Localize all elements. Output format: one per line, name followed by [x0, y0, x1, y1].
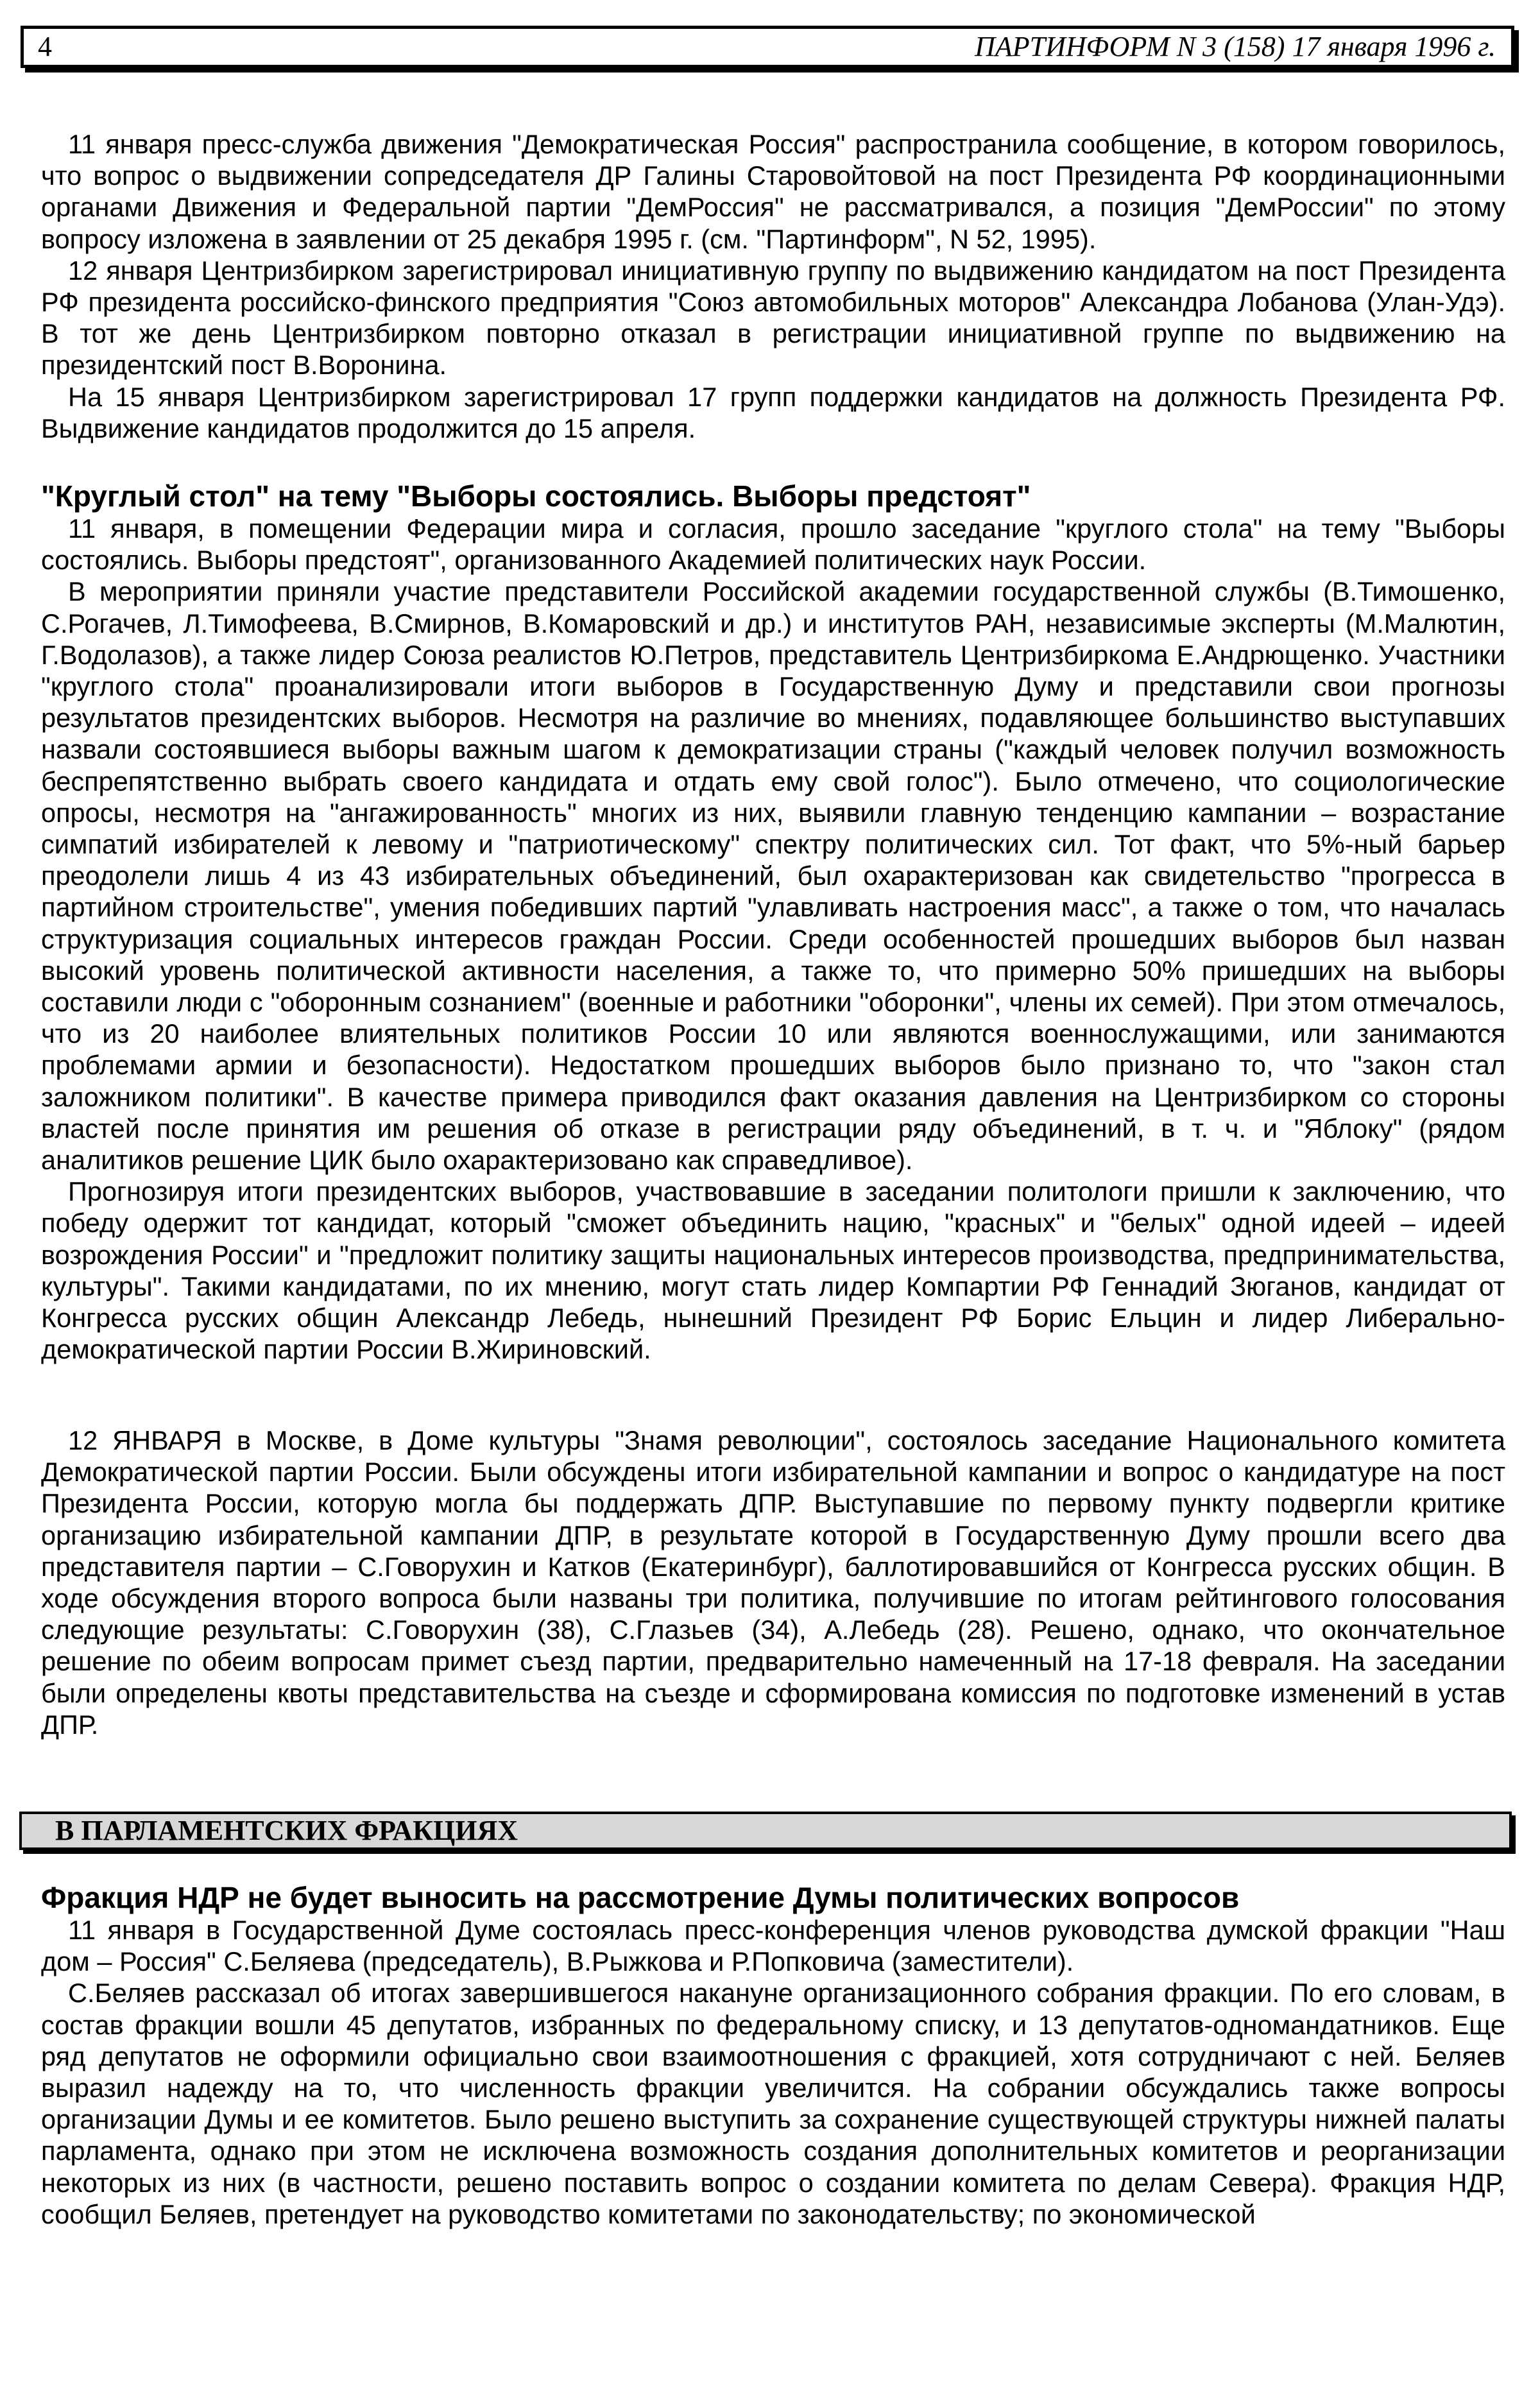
article-paragraph: С.Беляев рассказал об итогах завершившегося накануне организационного собрания фракции. По его словам, в состав фракции вошли 45 депутатов, избранных по федеральному списку, и 13 депутатов-одномандатников. Еще ряд депутатов не оформили официально свои взаимоотношения с фракцией, хотя сотрудничают с ней. Беляев выразил надежду на то, что численность фракции увеличится. На собрании обсуждались также вопросы организации Думы и ее комитетов. Было решено выступить за сохранение существующей структуры нижней палаты парламента, однако при этом не исключена возможность создания дополнительных комитетов и реорганизации некоторых из них (в частности, решено поставить вопрос о создании комитета по делам Севера). Фракция НДР, сообщил Беляев, претендует на руководство комитетами по законодательству; по экономической	[41, 1978, 1505, 2229]
article-paragraph: В мероприятии приняли участие представители Российской академии государственной службы (В.Тимошенко, С.Рогачев, Л.Тимофеева, В.Смирнов, В.Комаровский и др.) и институтов РАН, независимые эксперты (М.Малютин, Г.Водолазов), а также лидер Союза реалистов Ю.Петров, представитель Центризбиркома Е.Андрющенко. Участники "круглого стола" проанализировали итоги выборов в Государственную Думу и представили свои прогнозы результатов президентских выборов. Несмотря на различие во мнениях, подавляющее большинство выступавших назвали состоявшиеся выборы важным шагом к демократизации страны ("каждый человек получил возможность беспрепятственно выбрать своего кандидата и отдать ему свой голос"). Было отмечено, что социологические опросы, несмотря на "ангажированность" многих из них, выявили главную тенденцию кампании – возрастание симпатий избирателей к левому и "патриотическому" спектру политических сил. Тот факт, что 5%-ный барьер преодолели лишь 4 из 43 избирательных объединений, был охарактеризован как свидетельство "прогресса в партийном строительстве", умения победивших партий "улавливать настроения масс", а также о том, что началась структуризация социальных интересов граждан России. Среди особенностей прошедших выборов был назван высокий уровень политической активности населения, а также то, что примерно 50% пришедших на выборы составили люди с "оборонным сознанием" (военные и работники "оборонки", члены их семей). При этом отмечалось, что из 20 наиболее влиятельных политиков России 10 или являются военнослужащими, или занимаются проблемами армии и безопасности). Недостатком прошедших выборов было признано то, что "закон стал заложником политики". В качестве примера приводился факт оказания давления на Центризбирком со стороны властей после принятия им решения об отказе в регистрации ряду объединений, в т. ч. и "Яблоку" (рядом аналитиков решение ЦИК было охарактеризовано как справедливое).	[41, 576, 1505, 1176]
article-heading: Фракция НДР не будет выносить на рассмотрение Думы политических вопросов	[41, 1881, 1240, 1914]
dpr-news-block	[41, 1425, 1505, 1740]
ndr-article	[41, 1881, 1505, 2230]
news-paragraph: 12 ЯНВАРЯ в Москве, в Доме культуры "Знамя революции", состоялось заседание Национального комитета Демократической партии России. Были обсуждены итоги избирательной кампании и вопрос о кандидатуре на пост Президента России, которую могла бы поддержать ДПР. Выступавшие по первому пункту подвергли критике организацию избирательной кампании ДПР, в результате которой в Государственную Думу прошли всего два представителя партии – С.Говорухин и Катков (Екатеринбург), баллотировавшийся от Конгресса русских общин. В ходе обсуждения второго вопроса были названы три политика, получившие по итогам рейтингового голосования следующие результаты: С.Говорухин (38), С.Глазьев (34), А.Лебедь (28). Решено, однако, что окончательное решение по обеим вопросам примет съезд партии, предварительно намеченный на 17-18 февраля. На заседании были определены квоты представительства на съезде и сформирована комиссия по подготовке изменений в устав ДПР.	[41, 1425, 1505, 1740]
page-header	[21, 26, 1514, 68]
article-paragraph: Прогнозируя итоги президентских выборов, участвовавшие в заседании политологи пришли к заключению, что победу одержит тот кандидат, который "сможет объединить нацию, "красных" и "белых" одной идеей – идеей возрождения России" и "предложит политику защиты национальных интересов производства, предпринимательства, культуры". Такими кандидатами, по их мнению, могут стать лидер Компартии РФ Геннадий Зюганов, кандидат от Конгресса русских общин Александр Лебедь, нынешний Президент РФ Борис Ельцин и лидер Либерально-демократической партии России В.Жириновский.	[41, 1176, 1505, 1365]
intro-news-block	[41, 128, 1505, 444]
publication-title: ПАРТИНФОРМ N 3 (158) 17 января 1996 г.	[975, 31, 1496, 62]
section-header	[19, 1812, 1512, 1850]
article-heading: "Круглый стол" на тему "Выборы состоялись. Выборы предстоят"	[41, 479, 1031, 513]
section-title: В ПАРЛАМЕНТСКИХ ФРАКЦИЯХ	[55, 1815, 518, 1846]
news-paragraph: На 15 января Центризбирком зарегистрировал 17 групп поддержки кандидатов на должность Президента РФ. Выдвижение кандидатов продолжится до 15 апреля.	[41, 381, 1505, 443]
round-table-article	[41, 479, 1505, 1365]
page-number: 4	[38, 31, 52, 62]
news-paragraph: 12 января Центризбирком зарегистрировал инициативную группу по выдвижению кандидатом на пост Президента РФ президента российско-финского предприятия "Союз автомобильных моторов" Александра Лобанова (Улан-Удэ). В тот же день Центризбирком повторно отказал в регистрации инициативной группе по выдвижению на президентский пост В.Воронина.	[41, 255, 1505, 381]
news-paragraph: 11 января пресс-служба движения "Демократическая Россия" распространила сообщение, в котором говорилось, что вопрос о выдвижении сопредседателя ДР Галины Старовойтовой на пост Президента РФ координационными органами Движения и Федеральной партии "ДемРоссия" не рассматривался, а позиция "ДемРоссии" по этому вопросу изложена в заявлении от 25 декабря 1995 г. (см. "Партинформ", N 52, 1995).	[41, 129, 1505, 254]
article-paragraph: 11 января, в помещении Федерации мира и согласия, прошло заседание "круглого стола" на тему "Выборы состоялись. Выборы предстоят", организованного Академией политических наук России.	[41, 513, 1505, 576]
article-paragraph: 11 января в Государственной Думе состоялась пресс-конференция членов руководства думской фракции "Наш дом – Россия" С.Беляева (председатель), В.Рыжкова и Р.Попковича (заместители).	[41, 1915, 1505, 1977]
